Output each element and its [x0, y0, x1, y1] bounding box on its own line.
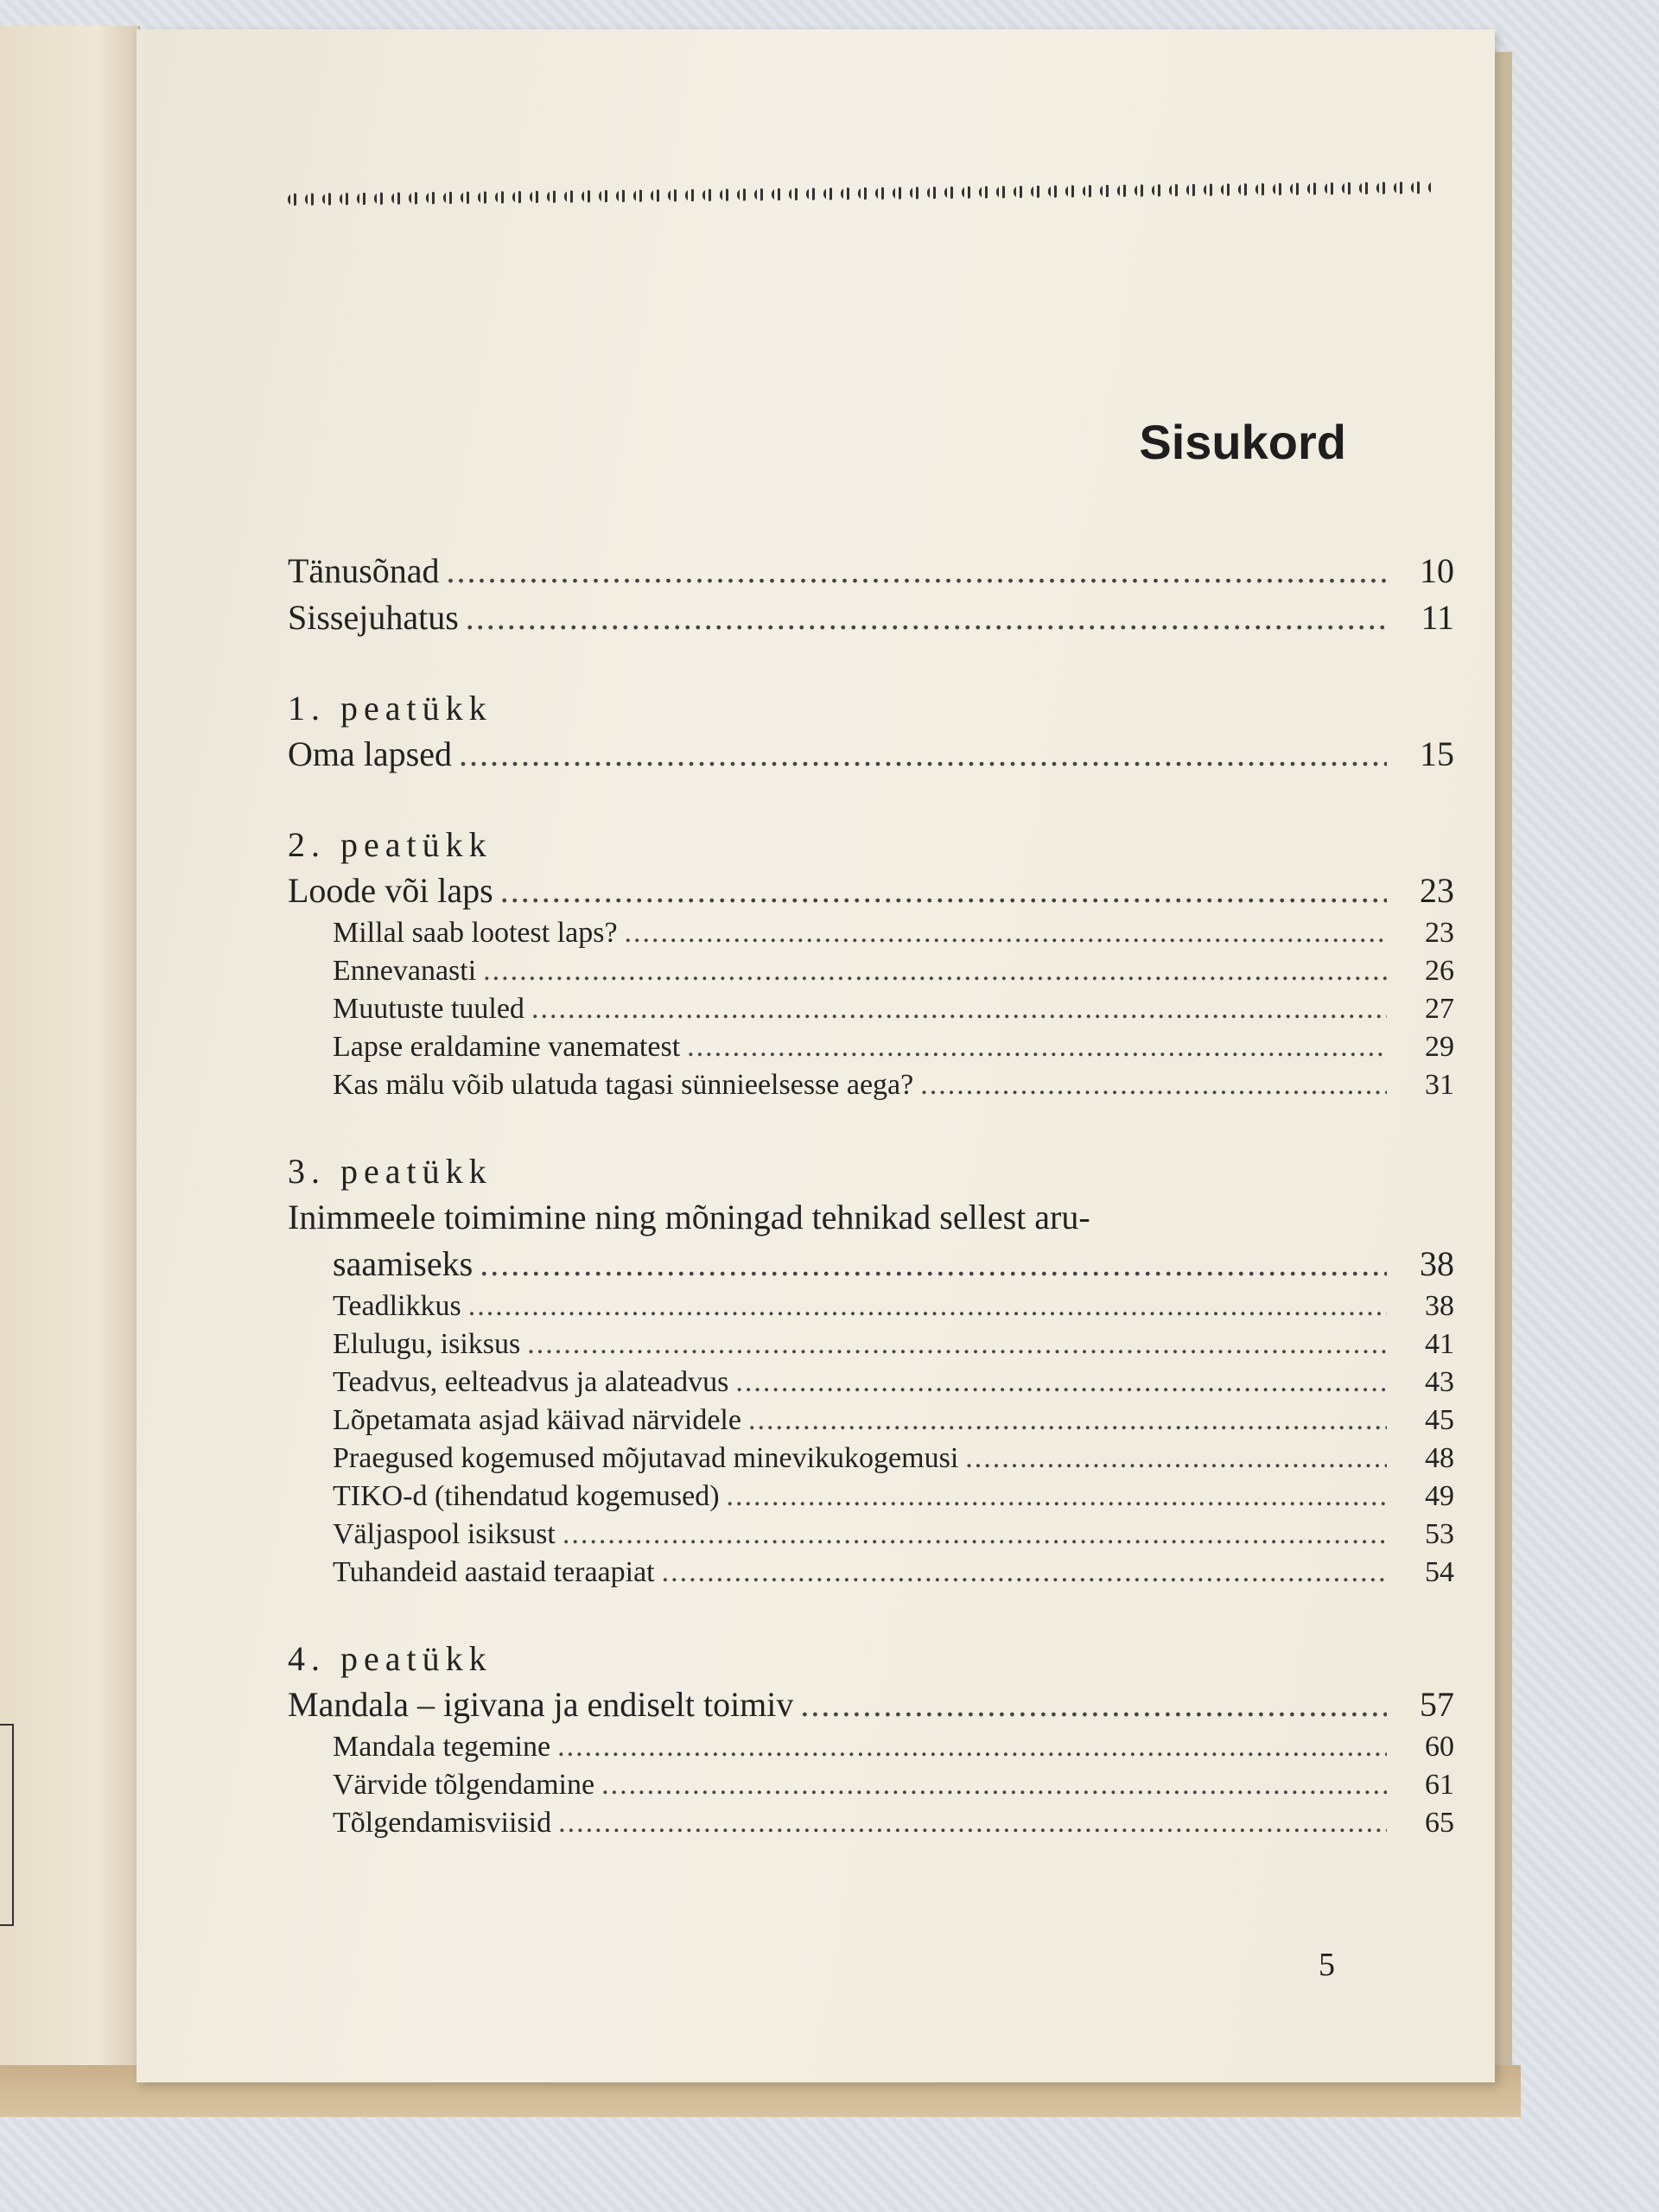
toc-subentry — [288, 952, 1454, 990]
dot-leader — [727, 1478, 1387, 1516]
toc-subentry-page: 29 — [1425, 1031, 1454, 1063]
toc-subentry-text: Väljaspool isiksust — [333, 1518, 556, 1550]
toc-subentry — [288, 1287, 1454, 1325]
left-page — [0, 26, 140, 2082]
dot-leader — [748, 1402, 1387, 1440]
chapter-1 — [288, 686, 1454, 778]
toc-subentry-text: Muutuste tuuled — [333, 993, 524, 1025]
chapter-label: 4. peatükk — [288, 1639, 493, 1678]
toc-entry-page: 11 — [1421, 598, 1454, 637]
toc-subentry-page: 61 — [1425, 1769, 1454, 1801]
toc-subentry-page: 26 — [1425, 955, 1454, 987]
toc-subentry-text: Lapse eraldamine vanematest — [333, 1031, 681, 1063]
toc-subentry-page: 23 — [1425, 917, 1454, 949]
toc-entry-text: Sissejuhatus — [288, 598, 459, 637]
chapter-title: Loode või laps — [288, 871, 493, 910]
chapter-page: 57 — [1420, 1685, 1454, 1724]
toc-subentry — [288, 1516, 1454, 1554]
toc-subentry — [288, 1402, 1454, 1440]
chapter-title-line-1: Inimmeele toimimine ning mõningad tehnikad sellest aru- — [288, 1198, 1090, 1236]
chapter-title-entry — [288, 1241, 1454, 1287]
chapter-page: 23 — [1420, 871, 1454, 910]
dot-leader — [459, 731, 1387, 778]
left-page-frame — [0, 1724, 14, 1926]
toc-subentry — [288, 1363, 1454, 1402]
toc-subentry-text: Praegused kogemused mõjutavad minevikukogemusi — [333, 1442, 959, 1474]
decorative-border-ornament — [285, 177, 1434, 210]
page-number: 5 — [1319, 1947, 1335, 1983]
chapter-title: Oma lapsed — [288, 734, 452, 773]
chapter-page: 38 — [1420, 1244, 1454, 1283]
dot-leader — [468, 1287, 1387, 1325]
toc-subentry — [288, 1554, 1454, 1592]
toc-subentry-page: 31 — [1425, 1069, 1454, 1101]
dot-leader — [531, 990, 1387, 1028]
toc-subentry-page: 43 — [1425, 1366, 1454, 1398]
chapter-label: 2. peatükk — [288, 825, 493, 864]
toc-subentry — [288, 1766, 1454, 1804]
dot-leader — [447, 548, 1387, 594]
toc-subentry-page: 54 — [1425, 1556, 1454, 1588]
toc-subentry — [288, 1325, 1454, 1363]
page-title: Sisukord — [1139, 415, 1346, 469]
toc-subentry — [288, 1728, 1454, 1766]
toc-entry — [288, 594, 1454, 641]
toc-subentry-text: Tõlgendamisviisid — [333, 1807, 552, 1839]
dot-leader — [662, 1554, 1387, 1592]
dot-leader — [527, 1325, 1387, 1363]
dot-leader — [687, 1028, 1387, 1066]
table-of-contents — [288, 548, 1454, 1887]
dot-leader — [800, 1681, 1387, 1728]
dot-leader — [920, 1066, 1387, 1104]
toc-subentry-page: 45 — [1425, 1404, 1454, 1436]
toc-subentry-text: Värvide tõlgendamine — [333, 1769, 595, 1801]
dot-leader — [483, 952, 1387, 990]
toc-subentry-text: Ennevanasti — [333, 955, 477, 987]
chapter-title-entry — [288, 731, 1454, 778]
chapter-2 — [288, 823, 1454, 1104]
chapter-4 — [288, 1637, 1454, 1842]
toc-subentry-page: 27 — [1425, 993, 1454, 1025]
toc-subentry — [288, 1028, 1454, 1066]
toc-subentry — [288, 1440, 1454, 1478]
toc-subentry — [288, 1478, 1454, 1516]
toc-subentry-text: Millal saab lootest laps? — [333, 917, 618, 949]
toc-entry-text: Tänusõnad — [288, 551, 440, 590]
chapter-label: 1. peatükk — [288, 689, 493, 728]
dot-leader — [557, 1728, 1387, 1766]
toc-subentry-page: 49 — [1425, 1480, 1454, 1512]
dot-leader — [735, 1363, 1387, 1402]
toc-subentry — [288, 1066, 1454, 1104]
toc-subentry-text: Tuhandeid aastaid teraapiat — [333, 1556, 655, 1588]
dot-leader — [480, 1241, 1387, 1287]
dot-leader — [563, 1516, 1387, 1554]
chapter-page: 15 — [1420, 734, 1454, 773]
toc-subentry-text: Teadvus, eelteadvus ja alateadvus — [333, 1366, 729, 1398]
dot-leader — [625, 914, 1387, 952]
chapter-label: 3. peatükk — [288, 1152, 493, 1191]
chapter-title-entry — [288, 1681, 1454, 1728]
toc-subentry — [288, 914, 1454, 952]
toc-subentry-text: Lõpetamata asjad käivad närvidele — [333, 1404, 741, 1436]
toc-subentry-text: Mandala tegemine — [333, 1731, 551, 1763]
toc-subentry-page: 65 — [1425, 1807, 1454, 1839]
chapter-title-line-2: saamiseks — [333, 1244, 474, 1283]
dot-leader — [965, 1440, 1387, 1478]
toc-subentry — [288, 1804, 1454, 1842]
toc-entry-page: 10 — [1420, 551, 1454, 590]
toc-subentry-page: 53 — [1425, 1518, 1454, 1550]
toc-subentry — [288, 990, 1454, 1028]
book-page — [137, 29, 1495, 2082]
toc-subentry-text: TIKO-d (tihendatud kogemused) — [333, 1480, 720, 1512]
toc-subentry-page: 60 — [1425, 1731, 1454, 1763]
front-matter — [288, 548, 1454, 641]
chapter-title: Mandala – igivana ja endiselt toimiv — [288, 1685, 794, 1724]
toc-subentry-text: Kas mälu võib ulatuda tagasi sünnieelsesse aega? — [333, 1069, 914, 1101]
toc-subentry-page: 48 — [1425, 1442, 1454, 1474]
dot-leader — [466, 594, 1387, 641]
chapter-3 — [288, 1149, 1454, 1592]
toc-subentry-page: 41 — [1425, 1328, 1454, 1360]
toc-subentry-text: Teadlikkus — [333, 1290, 461, 1322]
toc-subentry-page: 38 — [1425, 1290, 1454, 1322]
dot-leader — [601, 1766, 1387, 1804]
toc-entry — [288, 548, 1454, 594]
toc-subentry-text: Elulugu, isiksus — [333, 1328, 521, 1360]
chapter-title-entry — [288, 868, 1454, 914]
dot-leader — [558, 1804, 1387, 1842]
dot-leader — [500, 868, 1387, 914]
